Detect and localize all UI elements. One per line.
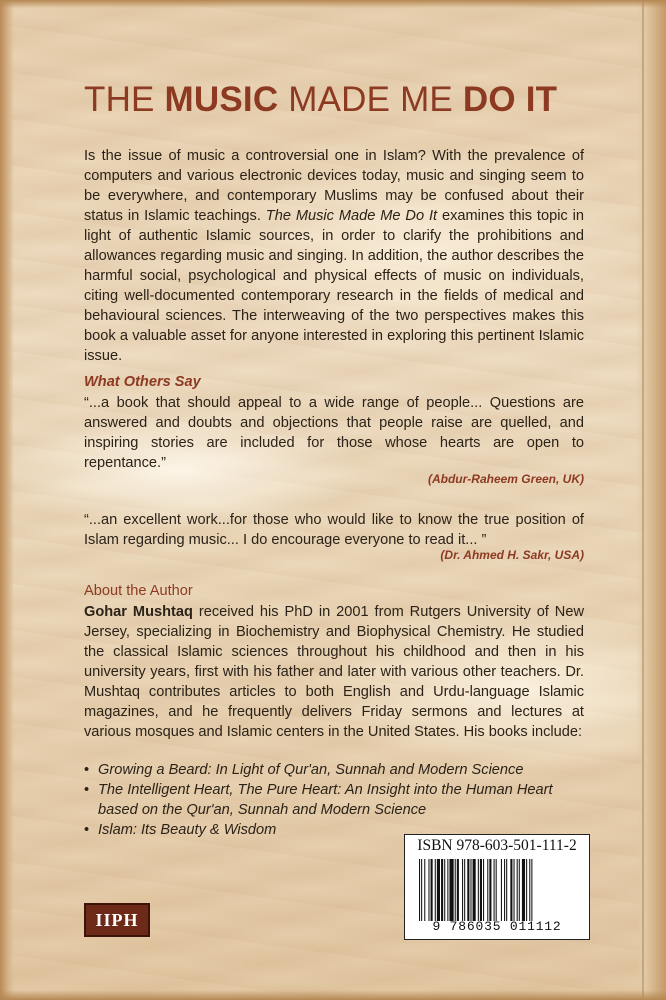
barcode-bar <box>421 859 422 921</box>
barcode-bar <box>480 859 482 921</box>
cover-bottom-edge <box>0 990 666 1000</box>
book-item-2-title: The Intelligent Heart, The Pure Heart: An Insight into the Human Heart based on the Qur'an, Sunnah and Modern Science <box>98 782 553 818</box>
title-part-do-it: DO IT <box>462 80 558 119</box>
barcode-bar <box>462 859 463 921</box>
barcode-bar <box>531 859 532 921</box>
description-text-2: examines this topic in light of authentic Islamic sources, in order to clarify the prohibitions and allowances regarding music and singing. In addition, the author describes the harmful social, psychological and physical effects of music on individuals, citing well-documented contemporary research in the fields of medical and behavioural sciences. The interweaving of the two perspectives makes this book a valuable asset for anyone interested in exploring this pertinent Islamic issue. <box>84 208 584 364</box>
book-item-3-title: Islam: Its Beauty & Wisdom <box>98 822 277 838</box>
barcode-bar <box>470 859 471 921</box>
barcode-bar <box>514 859 515 921</box>
barcode-digits: 9 786035 011112 <box>432 919 562 934</box>
book-item-2 <box>84 780 594 820</box>
book-title <box>84 80 624 120</box>
barcode-bar <box>494 859 495 921</box>
barcode-bar <box>419 859 420 921</box>
barcode-bar <box>529 859 530 921</box>
title-part-1: THE <box>84 80 165 119</box>
barcode-bar <box>449 859 453 921</box>
barcode-bar <box>473 859 476 921</box>
cover-left-edge <box>0 0 14 1000</box>
barcode-bar <box>517 859 518 921</box>
barcode-bar <box>435 859 436 921</box>
bullet-3: • <box>84 822 90 838</box>
barcode-bar <box>496 859 497 921</box>
barcode-bar <box>431 859 433 921</box>
cover-spine-edge <box>636 0 666 1000</box>
what-others-say-heading: What Others Say <box>84 374 201 390</box>
barcode-bar <box>464 859 465 921</box>
barcode-bar <box>504 859 505 921</box>
barcode-bar <box>478 859 479 921</box>
book-description <box>84 146 584 366</box>
barcode-bar <box>489 859 491 921</box>
barcode-bar <box>467 859 469 921</box>
barcode-bar <box>457 859 459 921</box>
book-item-1-title: Growing a Beard: In Light of Qur'an, Sunnah and Modern Science <box>98 762 524 778</box>
barcode-bar <box>428 859 429 921</box>
author-bio <box>84 602 584 742</box>
barcode-bar <box>510 859 512 921</box>
author-books-list <box>84 760 594 840</box>
title-part-3: MADE ME <box>278 80 463 119</box>
barcode-bar <box>441 859 443 921</box>
publisher-logo <box>84 903 150 937</box>
barcode-bar <box>501 859 502 921</box>
barcode-bar <box>483 859 484 921</box>
description-text-1: Is the issue of music a controversial one in Islam? With the prevalence of computers and various electronic devices today, music and singing seem to be everywhere, and contemporary Muslims may be confused about their status in Islamic teachings. <box>84 148 584 224</box>
book-item-1 <box>84 760 594 780</box>
publisher-logo-text: IIPH <box>95 910 139 930</box>
barcode-bar <box>424 859 425 921</box>
barcode-bar <box>444 859 445 921</box>
bullet-2: • <box>84 782 90 798</box>
review-citation-1: (Abdur-Raheem Green, UK) <box>427 472 584 486</box>
isbn-label: ISBN 978-603-501-111-2 <box>417 837 577 854</box>
barcode-bar <box>487 859 488 921</box>
author-bio-text: received his PhD in 2001 from Rutgers University of New Jersey, specializing in Biochemistry and Biophysical Chemistry. He studied the classical Islamic sciences throughout his childhood and then in his university years, first with his father and later with various other teachers. Dr. Mushtaq contributes articles to both English and Urdu-language Islamic magazines, and he frequently delivers Friday sermons and lectures at various mosques and Islamic centers in the United States. His books include: <box>84 604 584 740</box>
about-author-heading: About the Author <box>84 583 193 599</box>
bullet-1: • <box>84 762 90 778</box>
isbn-barcode-box <box>404 834 590 940</box>
review-quote-1: “...a book that should appeal to a wide range of people... Questions are answered and doubts and objections that people raise are quelled, and inspiring stories are included for those whose hearts are open to repentance.” <box>84 395 584 471</box>
barcode-bar <box>447 859 448 921</box>
barcode-bar <box>506 859 507 921</box>
review-citation-2: (Dr. Ahmed H. Sakr, USA) <box>440 548 584 562</box>
barcode-bar <box>522 859 525 921</box>
cover-top-edge <box>0 0 666 8</box>
barcode-bar <box>455 859 456 921</box>
barcode-bar <box>437 859 440 921</box>
title-part-music: MUSIC <box>164 80 279 119</box>
author-name: Gohar Mushtaq <box>84 604 193 620</box>
description-book-title: The Music Made Me Do It <box>265 208 438 224</box>
barcode-bar <box>526 859 527 921</box>
barcode-icon <box>419 859 575 921</box>
barcode-bar <box>519 859 520 921</box>
review-quote-2: “...an excellent work...for those who would like to know the true position of Islam regarding music... I do encourage everyone to read it... ” <box>84 512 584 548</box>
